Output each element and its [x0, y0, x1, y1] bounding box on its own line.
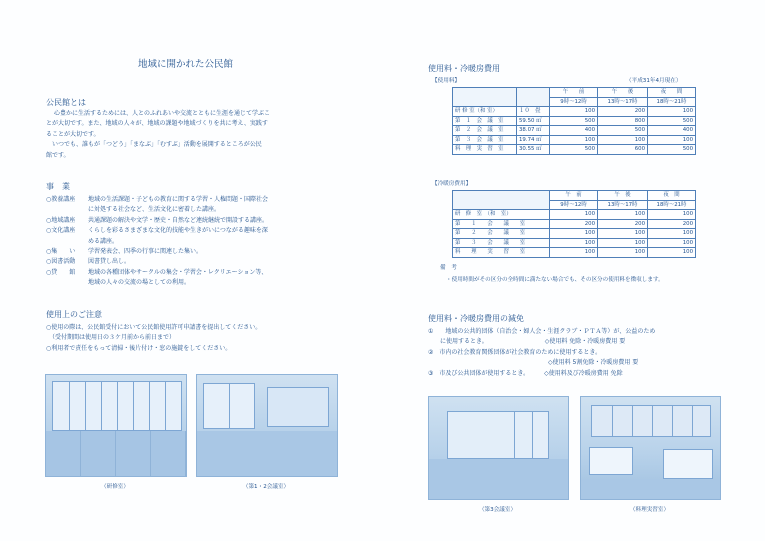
- table-row: [453, 116, 696, 126]
- cooking-room-photo: [580, 396, 721, 500]
- room-cell: 料 理 実 習 室: [453, 145, 517, 155]
- about-heading: 公民館とは: [46, 98, 86, 107]
- fee-cell: 500: [598, 126, 648, 136]
- time-cell: 18時～21時: [648, 97, 696, 107]
- fee-cell: 100: [598, 229, 648, 239]
- fee-cell: 200: [550, 219, 598, 229]
- fee-cell: 100: [648, 229, 696, 239]
- business-item-text: 共通課題の解決や文学・歴史・自然など連続継続で開設する講座。: [88, 216, 269, 224]
- business-item-label: ○地域講座: [46, 216, 76, 224]
- table-row: [453, 210, 696, 220]
- usage-heading: 使用上のご注意: [46, 310, 102, 319]
- fee-cell: 200: [598, 107, 648, 117]
- tatami-floor: [46, 431, 186, 476]
- business-item: [46, 257, 356, 267]
- header-cell: 夜 間: [648, 88, 696, 98]
- business-item-text: に対処する社会など、生活文化に密着した講座。: [88, 206, 221, 214]
- room-cell: 第 ３ 会 議 室: [453, 238, 550, 248]
- fee-cell: 100: [648, 248, 696, 258]
- business-item-label: ○貸 館: [46, 268, 76, 276]
- reduction-heading: 使用料・冷暖房費用の減免: [428, 314, 524, 323]
- business-item: [46, 268, 356, 289]
- reduction-line: ◇使用料 5割免除・冷暖房費用 要: [428, 359, 639, 367]
- fee-table: [452, 87, 696, 155]
- meeting-room-1-2-photo: [196, 374, 338, 477]
- about-line: いつでも、誰もが「つどう」「まなぶ」「むすぶ」活動を展開するところが公民: [46, 141, 262, 149]
- room-cell: 第 ２ 会 議 室: [453, 229, 550, 239]
- header-cell: 午 前: [550, 88, 598, 98]
- room-window: [203, 383, 255, 429]
- usage-line: ○使用の際は、公民館受付において公民館使用許可申請書を提出してください。: [46, 324, 262, 331]
- usage-line: （受付期間は使用日の３ケ月前から前日まで）: [46, 334, 176, 342]
- business-item-label: ○集 い: [46, 248, 76, 256]
- room-floor: [429, 459, 568, 499]
- business-item-text: 地域の各種団体やサークルの集会・学習会・レクリエーション等、: [88, 268, 268, 276]
- business-item-text: める講座。: [88, 237, 119, 245]
- business-item-text: 図書貸し出し。: [88, 258, 131, 266]
- fee-cell: 100: [598, 135, 648, 145]
- fee-table-date: （平成31年4月現在）: [626, 78, 682, 84]
- header-cell: 午 後: [598, 191, 648, 201]
- fee-cell: 400: [550, 126, 598, 136]
- kitchen-cabinets: [591, 405, 711, 437]
- fee-cell: 100: [648, 107, 696, 117]
- photo-caption: （料理実習室）: [629, 507, 670, 513]
- business-item: [46, 247, 356, 257]
- room-cell: 研 修 室（和 室）: [453, 107, 517, 117]
- photo-caption: （第3会議室）: [478, 507, 517, 513]
- fee-cell: 100: [598, 238, 648, 248]
- time-cell: 13時～17時: [598, 97, 648, 107]
- business-item-text: 地域の人々の交流の場としての利用。: [88, 279, 191, 287]
- notes-line: ・使用時間がその区分の全時間に満たない場合でも、その区分の使用料を徴収します。: [446, 277, 664, 283]
- fee-cell: 200: [598, 219, 648, 229]
- table-row: [453, 219, 696, 229]
- fee-cell: 500: [550, 116, 598, 126]
- fee-cell: 800: [598, 116, 648, 126]
- reduction-text: [428, 327, 728, 379]
- business-item: [46, 195, 356, 216]
- room-cell: 料 理 実 習 室: [453, 248, 550, 258]
- business-list: [46, 195, 356, 289]
- business-item-label: ○教養講座: [46, 196, 76, 203]
- fee-cell: 100: [550, 210, 598, 220]
- room-wall-panel: [267, 387, 329, 427]
- about-line: ることが大切です。: [46, 130, 100, 138]
- business-item-text: 学習発表会、四季の行事に関連した集い。: [88, 248, 203, 256]
- fee-cell: 100: [598, 248, 648, 258]
- room-cell: 第 １ 会 議 室: [453, 116, 517, 126]
- page-title: 地域に開かれた公民館: [138, 59, 234, 70]
- about-text: [46, 109, 346, 161]
- table-row: [453, 88, 696, 98]
- header-cell: 午 前: [550, 191, 598, 201]
- room-floor: [197, 431, 337, 476]
- usage-text: [46, 323, 346, 354]
- fee-cell: 100: [550, 248, 598, 258]
- fee-cell: 100: [550, 238, 598, 248]
- table-row: [453, 126, 696, 136]
- size-cell: 59.50 ㎡: [517, 116, 550, 126]
- shoji-screens: [52, 381, 182, 431]
- photo-caption: （第1・2会議室）: [242, 484, 290, 490]
- table-row: [453, 145, 696, 155]
- reduction-line: ② 市内の社会教育関係団体が社会教育のために使用するとき。: [428, 348, 602, 356]
- cooking-table: [663, 449, 713, 479]
- table-row: [453, 107, 696, 117]
- business-item-text: くらしを彩るさまざまな文化的技能や生きがいにつながる趣味を深: [88, 227, 268, 235]
- notes-heading: 備 考: [440, 265, 457, 271]
- business-item-label: ○文化講座: [46, 227, 76, 235]
- about-line: とが大切です。また、地域の人々が、地域の課題や地域づくりを共に考え、実践す: [46, 120, 268, 128]
- table-row: [453, 191, 696, 201]
- business-item-label: ○図書活動: [46, 258, 76, 266]
- photo-caption: （研修室）: [101, 484, 129, 490]
- ac-table-label: 【冷暖房費用】: [432, 181, 472, 187]
- about-line: 心豊かに生活するためには、人とのふれあいや交流とともに生涯を通じて学ぶこ: [54, 110, 271, 117]
- fee-cell: 100: [550, 135, 598, 145]
- fee-cell: 500: [550, 145, 598, 155]
- room-floor: [581, 479, 720, 499]
- table-row: [453, 135, 696, 145]
- size-cell: 38.07 ㎡: [517, 126, 550, 136]
- fee-cell: 100: [648, 135, 696, 145]
- reduction-line: ③ 市及び公共団体が使用するとき。 ◇使用料及び冷暖房費用 免除: [428, 369, 623, 377]
- header-cell: 午 後: [598, 88, 648, 98]
- fee-cell: 100: [550, 229, 598, 239]
- room-cell: 研 修 室 （和 室）: [453, 210, 550, 220]
- size-cell: １０ 畳: [517, 107, 550, 117]
- room-cell: 第 ３ 会 議 室: [453, 135, 517, 145]
- size-cell: 30.55 ㎡: [517, 145, 550, 155]
- table-row: [453, 238, 696, 248]
- ac-table: [452, 190, 696, 258]
- business-item: [46, 216, 356, 226]
- room-cell: 第 １ 会 議 室: [453, 219, 550, 229]
- about-line: 館です。: [46, 151, 70, 159]
- reduction-line: に使用するとき。 ◇使用料 免除・冷暖房費用 要: [428, 338, 626, 346]
- fee-cell: 100: [550, 107, 598, 117]
- time-cell: 18時～21時: [648, 200, 696, 210]
- size-cell: 19.74 ㎡: [517, 135, 550, 145]
- fee-cell: 400: [648, 126, 696, 136]
- meeting-room-3-photo: [428, 396, 569, 500]
- reduction-line: ① 地域の公共的団体（自治会・婦人会・生涯クラブ・ＰＴＡ等）が、公益のため: [428, 328, 656, 335]
- time-cell: 13時～17時: [598, 200, 648, 210]
- table-row: [453, 229, 696, 239]
- fee-heading: 使用料・冷暖房費用: [428, 64, 500, 73]
- fee-table-label: 【使用料】: [432, 78, 460, 84]
- cooking-table: [589, 447, 633, 475]
- header-cell: 夜 間: [648, 191, 696, 201]
- fee-cell: 500: [648, 116, 696, 126]
- room-cell: 第 ２ 会 議 室: [453, 126, 517, 136]
- business-item: [46, 226, 356, 247]
- fee-cell: 500: [648, 145, 696, 155]
- fee-cell: 200: [648, 219, 696, 229]
- fee-cell: 600: [598, 145, 648, 155]
- business-heading: 事 業: [46, 182, 70, 191]
- time-cell: 9時～12時: [550, 97, 598, 107]
- training-room-photo: [45, 374, 187, 477]
- business-item-text: 地域の生活課題・子どもの教育に関する学習・人権問題・国際社会: [88, 196, 269, 203]
- fee-cell: 100: [648, 210, 696, 220]
- fee-cell: 100: [648, 238, 696, 248]
- table-row: [453, 248, 696, 258]
- time-cell: 9時～12時: [550, 200, 598, 210]
- room-wall: [447, 411, 549, 459]
- fee-cell: 100: [598, 210, 648, 220]
- usage-line: ○利用者で責任をもって清掃・後片付け・窓の施錠をしてください。: [46, 344, 232, 352]
